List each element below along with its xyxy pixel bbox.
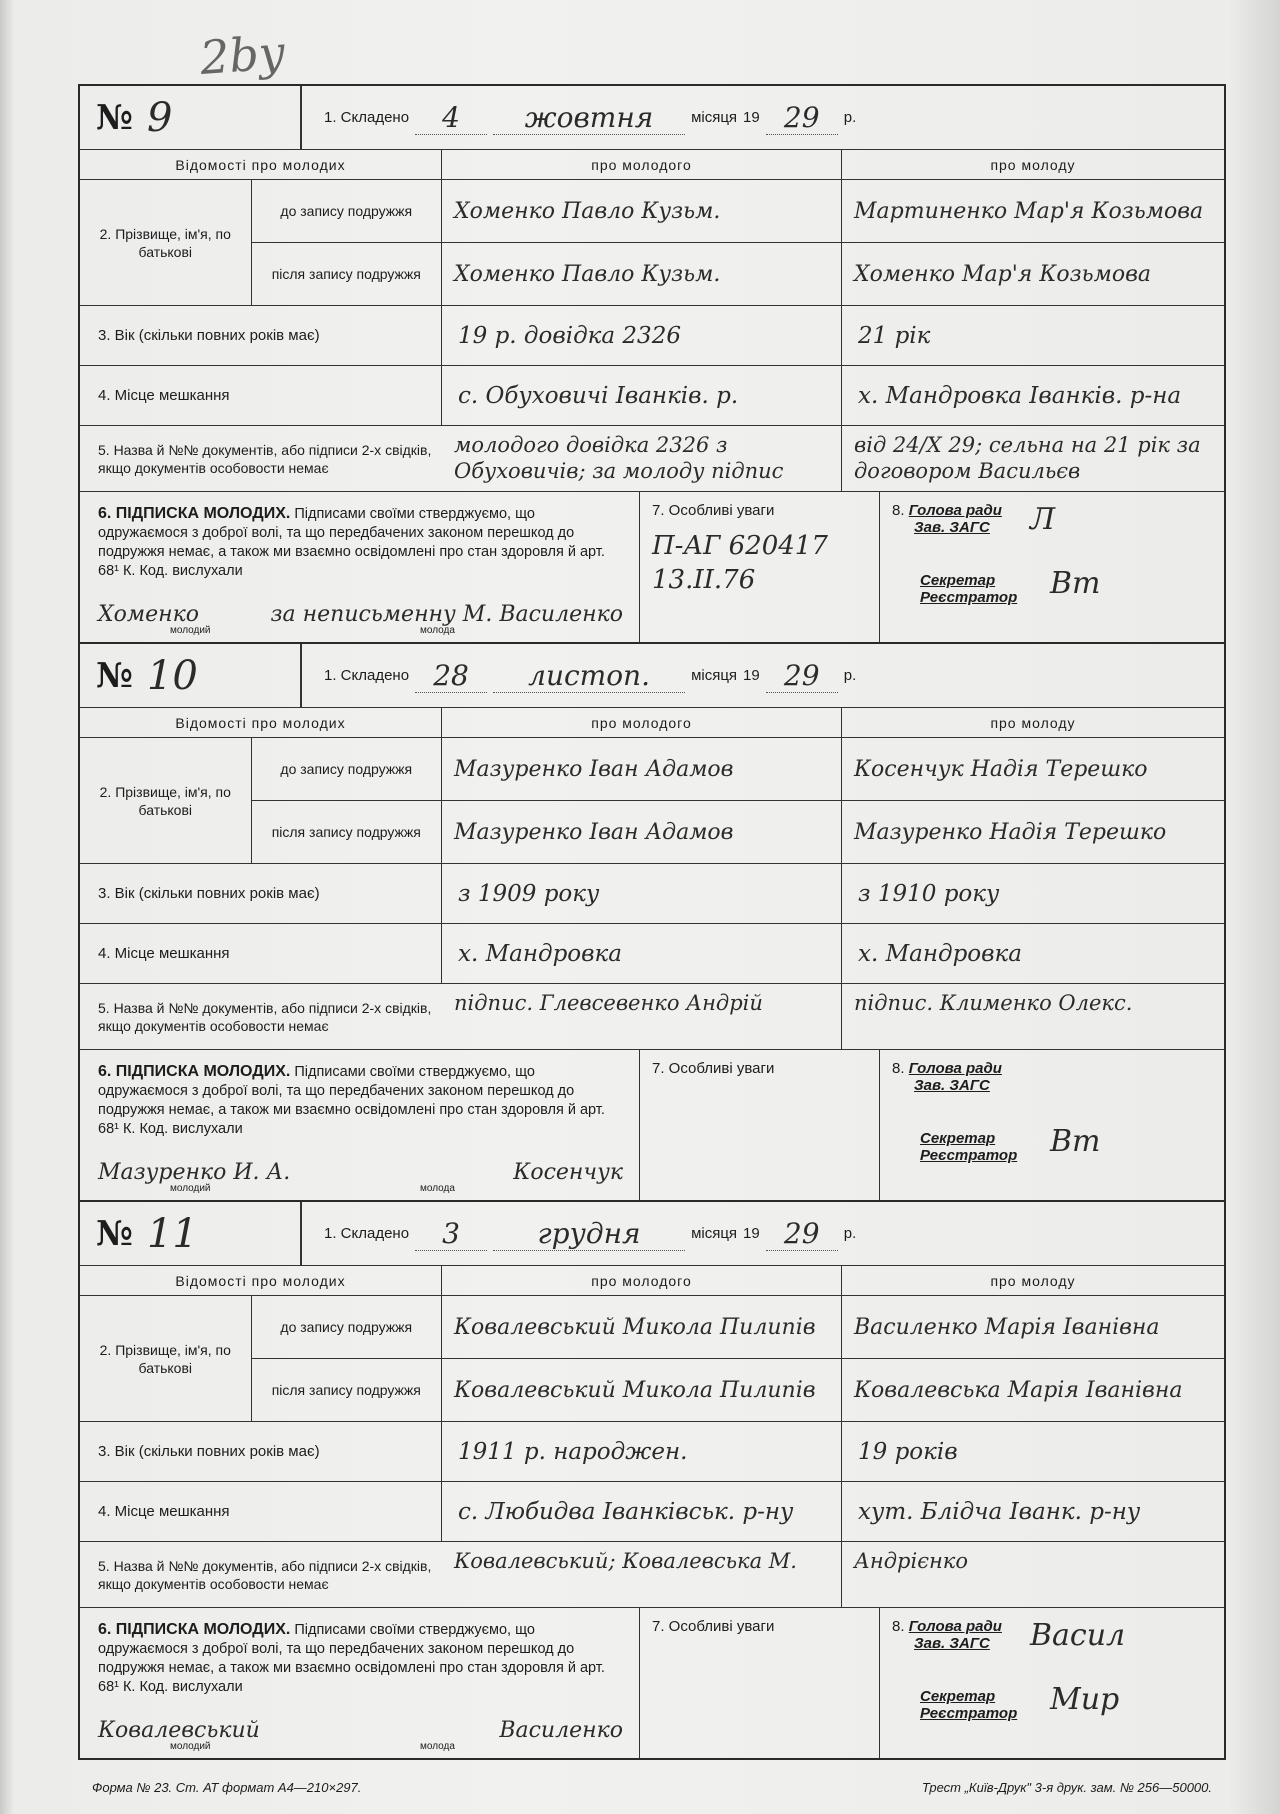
groom-header: про молодого: [442, 708, 842, 737]
marriage-register-form: [78, 84, 1226, 1760]
residence-row: [80, 1482, 1224, 1542]
column-header-row: [80, 708, 1224, 738]
compiled-day: 28: [415, 659, 487, 693]
groom-header: про молодого: [442, 150, 842, 179]
info-header: Відомості про молодих: [80, 150, 442, 179]
secretary-label: Секретар: [920, 1130, 996, 1147]
pledge-block: [80, 492, 640, 642]
groom-signature: Мазуренко И. А.: [98, 1160, 291, 1185]
compiled-month-value: листоп.: [493, 659, 685, 693]
compiled-day: 4: [415, 101, 487, 135]
residence-row: [80, 366, 1224, 426]
bride-sign-caption: молода: [420, 1741, 455, 1752]
pledge-title: 6. ПІДПИСКА МОЛОДИХ.: [98, 1621, 291, 1638]
pledge-title: 6. ПІДПИСКА МОЛОДИХ.: [98, 505, 291, 522]
bride-residence: х. Мандровка: [858, 940, 1022, 967]
bride-name-after: Хоменко Мар'я Козьмова: [854, 261, 1152, 287]
bride-signature: Косенчук: [513, 1160, 623, 1185]
compiled-year: 29: [766, 101, 838, 135]
registrar-label: Реєстратор: [920, 589, 1018, 606]
special-notes: [640, 1608, 880, 1758]
documents-label: 5. Назва й №№ документів, або підписи 2-х свідків, якщо документів особовости немає: [98, 999, 432, 1034]
age-label: 3. Вік (скільки повних років має): [80, 1422, 442, 1481]
compiled-date: [302, 1217, 856, 1251]
year-prefix: 19: [743, 109, 760, 126]
before-label: до запису подружжя: [252, 738, 441, 801]
pledge-block: [80, 1608, 640, 1758]
number-sign: №: [96, 655, 133, 696]
documents-row: [80, 1542, 1224, 1608]
name-row: [80, 180, 1224, 306]
groom-name-before: Хоменко Павло Кузьм.: [442, 180, 841, 243]
record-number: 10: [146, 652, 198, 699]
name-label: 2. Прізвище, ім'я, по батькові: [80, 1296, 252, 1421]
after-label: після запису подружжя: [271, 1381, 421, 1398]
bride-residence: хут. Блідча Іванк. р-ну: [858, 1498, 1141, 1525]
groom-sign-caption: молодий: [170, 1183, 211, 1194]
signature-row: [80, 1608, 1224, 1758]
groom-signature: Хоменко: [98, 602, 200, 627]
residence-row: [80, 924, 1224, 984]
groom-documents: молодого довідка 2326 з Обуховичів; за молоду підпис: [442, 426, 842, 491]
bride-signature: Василенко: [499, 1718, 623, 1743]
age-row: [80, 1422, 1224, 1482]
record-number-row: [80, 644, 1224, 708]
zags-label: Зав. ЗАГС: [914, 1077, 990, 1094]
bride-name-before: Василенко Марія Іванівна: [842, 1296, 1224, 1359]
secretary-signature: Вт: [1050, 566, 1101, 601]
year-suffix: р.: [843, 1225, 857, 1242]
groom-name-after: Хоменко Павло Кузьм.: [454, 261, 721, 287]
groom-header: про молодого: [442, 1266, 842, 1295]
head-signature: Васил: [1030, 1618, 1126, 1653]
name-label: 2. Прізвище, ім'я, по батькові: [80, 738, 252, 863]
bride-age: 21 рік: [858, 322, 931, 349]
marriage-record: [78, 642, 1226, 1200]
documents-row: [80, 426, 1224, 492]
officials-block: [880, 1050, 1224, 1200]
year-prefix: 19: [743, 667, 760, 684]
registrar-label: Реєстратор: [920, 1147, 1018, 1164]
signature-row: [80, 492, 1224, 642]
head-label: Голова ради: [908, 1060, 1002, 1077]
column-header-row: [80, 1266, 1224, 1296]
info-header: Відомості про молодих: [80, 1266, 442, 1295]
officials-block: [880, 492, 1224, 642]
pledge-text: Підписами своїми стверджуємо, що одружаємося з доброї волі, та що передбачених законом перешкод до подружжя немає, а також ми взаємно освідомлені про стан здоровля й арт. 68¹ К. Код. вислухали: [98, 1064, 605, 1137]
residence-label: 4. Місце мешкання: [80, 366, 442, 425]
head-label: Голова ради: [908, 502, 1002, 519]
bride-sign-caption: молода: [420, 1183, 455, 1194]
before-label: до запису подружжя: [252, 1296, 441, 1359]
secretary-signature: Мир: [1050, 1682, 1120, 1717]
bride-documents: від 24/Х 29; сельна на 21 рік за договором Васильєв: [854, 433, 1201, 483]
groom-name-before: Ковалевський Микола Пилипів: [442, 1296, 841, 1359]
special-notes: [640, 492, 880, 642]
compiled-year: 29: [766, 1217, 838, 1251]
before-label: до запису подружжя: [252, 180, 441, 243]
officials-block: [880, 1608, 1224, 1758]
groom-signature: Ковалевський: [98, 1718, 260, 1743]
compiled-year: 29: [766, 659, 838, 693]
corner-handwritten-mark: 2bу: [198, 25, 288, 85]
form-number-note: Форма № 23. Ст. АТ формат А4—210×297.: [92, 1780, 362, 1795]
groom-name-after: Ковалевський Микола Пилипів: [454, 1377, 816, 1403]
info-header: Відомості про молодих: [80, 708, 442, 737]
residence-label: 4. Місце мешкання: [80, 1482, 442, 1541]
notes-label: 7. Особливі уваги: [652, 1060, 775, 1077]
bride-header: про молоду: [990, 714, 1076, 731]
bride-residence: х. Мандровка Іванків. р-на: [858, 382, 1182, 409]
name-row: [80, 1296, 1224, 1422]
groom-age: 19 р. довідка 2326: [442, 306, 842, 365]
month-label: місяця: [691, 109, 738, 126]
groom-age: 1911 р. народжен.: [442, 1422, 842, 1481]
marriage-record: [78, 84, 1226, 642]
print-footer: [92, 1780, 1212, 1795]
month-label: місяця: [691, 667, 738, 684]
bride-name-before: Косенчук Надія Терешко: [842, 738, 1224, 801]
residence-label: 4. Місце мешкання: [80, 924, 442, 983]
officials-number: 8.: [892, 1060, 905, 1077]
bride-name-after: Мазуренко Надія Терешко: [854, 819, 1167, 845]
age-row: [80, 306, 1224, 366]
groom-documents: Ковалевський; Ковалевська М.: [442, 1542, 842, 1607]
pledge-text: Підписами своїми стверджуємо, що одружаємося з доброї волі, та що передбачених законом перешкод до подружжя немає, а також ми взаємно освідомлені про стан здоровля й арт. 68¹ К. Код. вислухали: [98, 506, 605, 579]
secretary-label: Секретар: [920, 572, 996, 589]
age-row: [80, 864, 1224, 924]
bride-documents: Андрієнко: [854, 1549, 968, 1573]
bride-signature: за неписьменну М. Василенко: [270, 602, 623, 627]
record-number-row: [80, 1202, 1224, 1266]
bride-header: про молоду: [990, 156, 1076, 173]
compiled-month-value: жовтня: [493, 101, 685, 135]
after-label: після запису подружжя: [271, 823, 421, 840]
groom-documents: підпис. Глевсевенко Андрій: [442, 984, 842, 1049]
year-suffix: р.: [843, 109, 857, 126]
pledge-title: 6. ПІДПИСКА МОЛОДИХ.: [98, 1063, 291, 1080]
officials-number: 8.: [892, 1618, 905, 1635]
groom-residence: с. Обуховичі Іванків. р.: [442, 366, 842, 425]
bride-header: про молоду: [990, 1272, 1076, 1289]
year-prefix: 19: [743, 1225, 760, 1242]
column-header-row: [80, 150, 1224, 180]
special-notes: [640, 1050, 880, 1200]
age-label: 3. Вік (скільки повних років має): [80, 306, 442, 365]
zags-label: Зав. ЗАГС: [914, 1635, 990, 1652]
documents-label: 5. Назва й №№ документів, або підписи 2-х свідків, якщо документів особовости немає: [98, 441, 432, 476]
groom-sign-caption: молодий: [170, 1741, 211, 1752]
groom-name-before: Мазуренко Іван Адамов: [442, 738, 841, 801]
pledge-text: Підписами своїми стверджуємо, що одружаємося з доброї волі, та що передбачених законом перешкод до подружжя немає, а також ми взаємно освідомлені про стан здоровля й арт. 68¹ К. Код. вислухали: [98, 1622, 605, 1695]
name-label: 2. Прізвище, ім'я, по батькові: [80, 180, 252, 305]
bride-age: з 1910 року: [858, 880, 1000, 907]
after-label: після запису подружжя: [271, 265, 421, 282]
documents-row: [80, 984, 1224, 1050]
compiled-date: [302, 659, 856, 693]
compiled-day: 3: [415, 1217, 487, 1251]
record-number-row: [80, 86, 1224, 150]
zags-label: Зав. ЗАГС: [914, 519, 990, 536]
signature-row: [80, 1050, 1224, 1200]
bride-name-before: Мартиненко Мар'я Козьмова: [842, 180, 1224, 243]
printer-note: Трест „Київ-Друк" 3-я друк. зам. № 256—50000.: [921, 1780, 1212, 1795]
age-label: 3. Вік (скільки повних років має): [80, 864, 442, 923]
name-row: [80, 738, 1224, 864]
bride-age: 19 років: [858, 1438, 958, 1465]
pledge-block: [80, 1050, 640, 1200]
groom-residence: х. Мандровка: [442, 924, 842, 983]
bride-documents: підпис. Клименко Олекс.: [854, 991, 1133, 1015]
record-number: 11: [146, 1210, 198, 1257]
officials-number: 8.: [892, 502, 905, 519]
number-sign: №: [96, 97, 133, 138]
groom-residence: с. Любидва Іванківськ. р-ну: [442, 1482, 842, 1541]
head-label: Голова ради: [908, 1618, 1002, 1635]
compiled-date: [302, 101, 856, 135]
compiled-label: 1. Складено: [324, 667, 410, 684]
documents-label: 5. Назва й №№ документів, або підписи 2-х свідків, якщо документів особовости немає: [98, 1557, 432, 1592]
bride-sign-caption: молода: [420, 625, 455, 636]
head-signature: Л: [1030, 502, 1056, 537]
notes-label: 7. Особливі уваги: [652, 1618, 775, 1635]
groom-age: з 1909 року: [442, 864, 842, 923]
secretary-label: Секретар: [920, 1688, 996, 1705]
notes-value: П-АГ 620417 13.II.76: [652, 531, 828, 595]
marriage-record: [78, 1200, 1226, 1760]
compiled-month-value: грудня: [493, 1217, 685, 1251]
number-sign: №: [96, 1213, 133, 1254]
compiled-label: 1. Складено: [324, 109, 410, 126]
groom-sign-caption: молодий: [170, 625, 211, 636]
month-label: місяця: [691, 1225, 738, 1242]
year-suffix: р.: [843, 667, 857, 684]
compiled-label: 1. Складено: [324, 1225, 410, 1242]
record-number: 9: [146, 94, 173, 141]
groom-name-after: Мазуренко Іван Адамов: [454, 819, 734, 845]
secretary-signature: Вт: [1050, 1124, 1101, 1159]
notes-label: 7. Особливі уваги: [652, 502, 775, 519]
bride-name-after: Ковалевська Марія Іванівна: [854, 1377, 1183, 1403]
registrar-label: Реєстратор: [920, 1705, 1018, 1722]
